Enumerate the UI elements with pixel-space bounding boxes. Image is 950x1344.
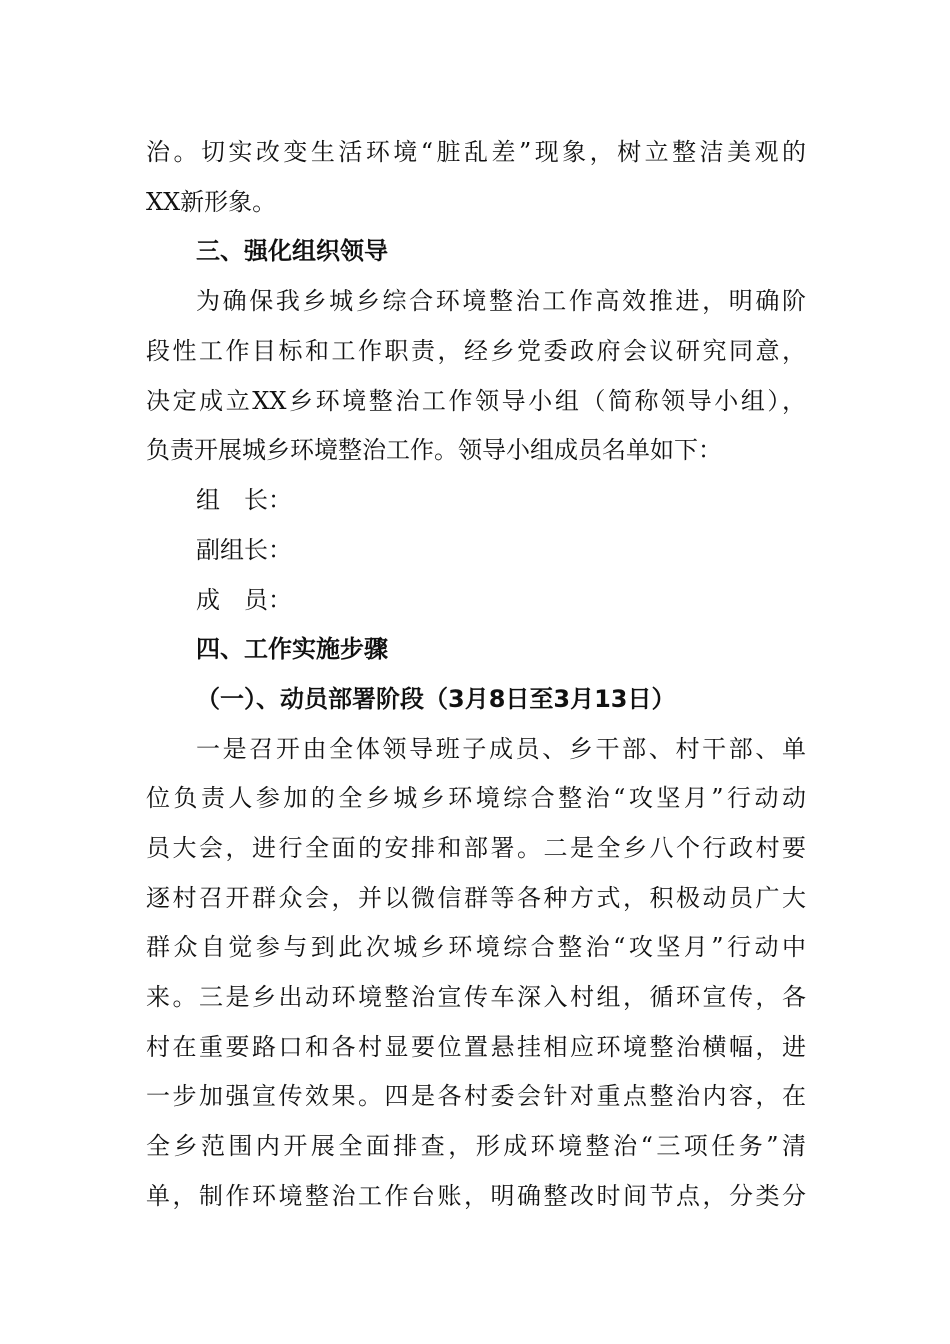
paragraph-line: 逐村召开群众会，并以微信群等各种方式，积极动员广大	[146, 884, 806, 912]
paragraph-line: 群众自觉参与到此次城乡环境综合整治“攻坚月”行动中	[146, 933, 806, 961]
paragraph-line: 一是召开由全体领导班子成员、乡干部、村干部、单	[196, 735, 806, 763]
paragraph-line: 负责开展城乡环境整治工作。领导小组成员名单如下：	[146, 436, 722, 464]
member-label: 副组长：	[196, 536, 292, 564]
paragraph-line: 位负责人参加的全乡城乡环境综合整治“攻坚月”行动动	[146, 784, 806, 812]
section-heading: 四、工作实施步骤	[196, 635, 388, 663]
paragraph-line: 一步加强宣传效果。四是各村委会针对重点整治内容，在	[146, 1082, 806, 1110]
member-label: 组 长：	[196, 486, 292, 514]
paragraph-line: 员大会，进行全面的安排和部署。二是全乡八个行政村要	[146, 834, 806, 862]
paragraph-line: 全乡范围内开展全面排查，形成环境整治“三项任务”清	[146, 1132, 806, 1160]
paragraph-line: 来。三是乡出动环境整治宣传车深入村组，循环宣传，各	[146, 983, 806, 1011]
subsection-heading: （一）、动员部署阶段（3月8日至3月13日）	[196, 685, 676, 713]
member-label: 成 员：	[196, 586, 292, 614]
section-heading: 三、强化组织领导	[196, 237, 388, 265]
paragraph-line: 单，制作环境整治工作台账，明确整改时间节点，分类分	[146, 1182, 806, 1210]
paragraph-line: 村在重要路口和各村显要位置悬挂相应环境整治横幅，进	[146, 1033, 806, 1061]
paragraph-line: 段性工作目标和工作职责，经乡党委政府会议研究同意，	[146, 337, 806, 365]
paragraph-line: XX新形象。	[146, 188, 277, 216]
paragraph-line: 治。切实改变生活环境“脏乱差”现象，树立整洁美观的	[146, 138, 806, 166]
paragraph-line: 为确保我乡城乡综合环境整治工作高效推进，明确阶	[196, 287, 806, 315]
paragraph-line: 决定成立XX乡环境整治工作领导小组（简称领导小组），	[146, 387, 806, 415]
